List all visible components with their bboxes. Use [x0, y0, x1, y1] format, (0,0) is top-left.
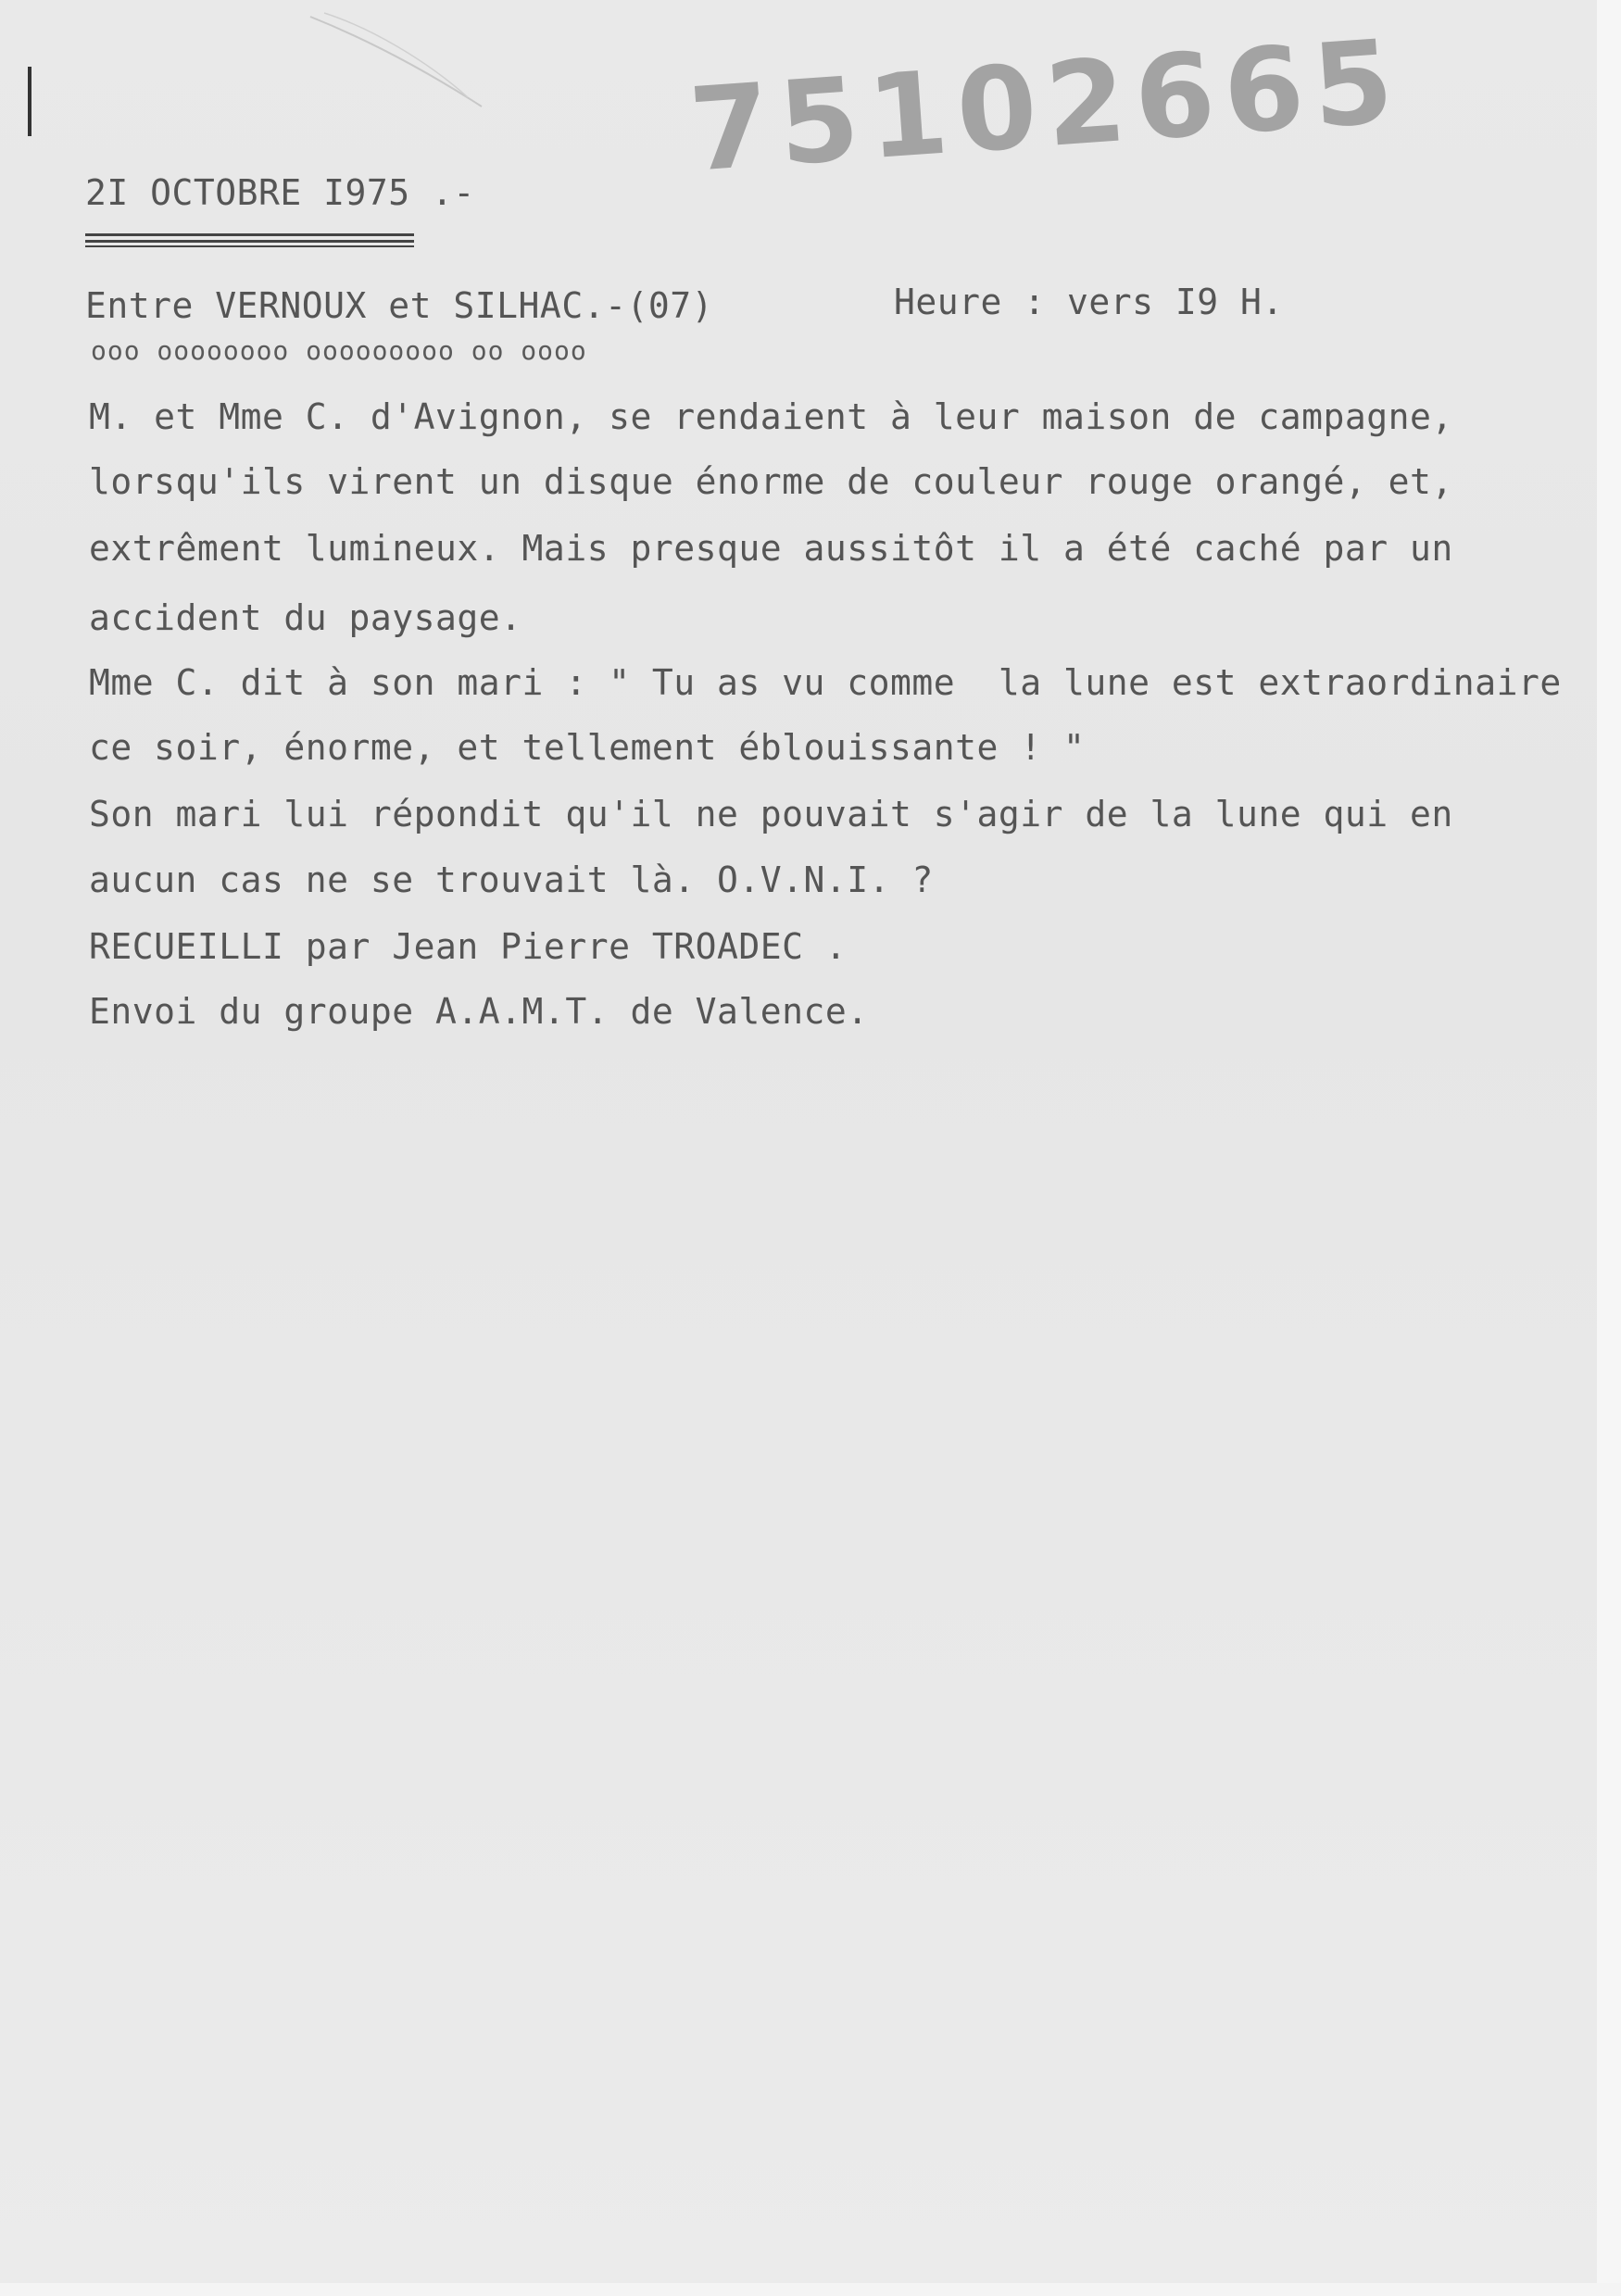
date-underline [85, 245, 414, 247]
report-date: 2I OCTOBRE I975 .- [85, 172, 475, 213]
body-line: Mme C. dit à son mari : " Tu as vu comme la lune est extraordinaire [89, 662, 1562, 703]
body-line: M. et Mme C. d'Avignon, se rendaient à leur maison de campagne, [89, 396, 1453, 437]
body-line: extrêment lumineux. Mais presque aussitôt il a été caché par un [89, 528, 1453, 569]
body-line: aucun cas ne se trouvait là. O.V.N.I. ? [89, 859, 934, 900]
report-location: Entre VERNOUX et SILHAC.-(07) [85, 285, 713, 326]
page-edge-bottom [0, 2283, 1621, 2296]
date-underline [85, 233, 414, 236]
body-line: Son mari lui répondit qu'il ne pouvait s'agir de la lune qui en [89, 794, 1453, 834]
paper-crease [306, 9, 491, 111]
collector-line: RECUEILLI par Jean Pierre TROADEC . [89, 926, 848, 967]
margin-mark [28, 67, 31, 136]
sender-line: Envoi du groupe A.A.M.T. de Valence. [89, 991, 869, 1032]
report-time: Heure : vers I9 H. [894, 282, 1284, 322]
body-line: accident du paysage. [89, 597, 522, 638]
body-line: lorsqu'ils virent un disque énorme de couleur rouge orangé, et, [89, 461, 1453, 502]
archive-stamp-number: 75102665 [685, 15, 1407, 198]
body-line: ce soir, énorme, et tellement éblouissante ! " [89, 727, 1086, 768]
separator-line: ooo oooooooo ooooooooo oo oooo [91, 335, 587, 366]
date-underline [85, 240, 414, 243]
page-edge-right [1597, 0, 1621, 2296]
